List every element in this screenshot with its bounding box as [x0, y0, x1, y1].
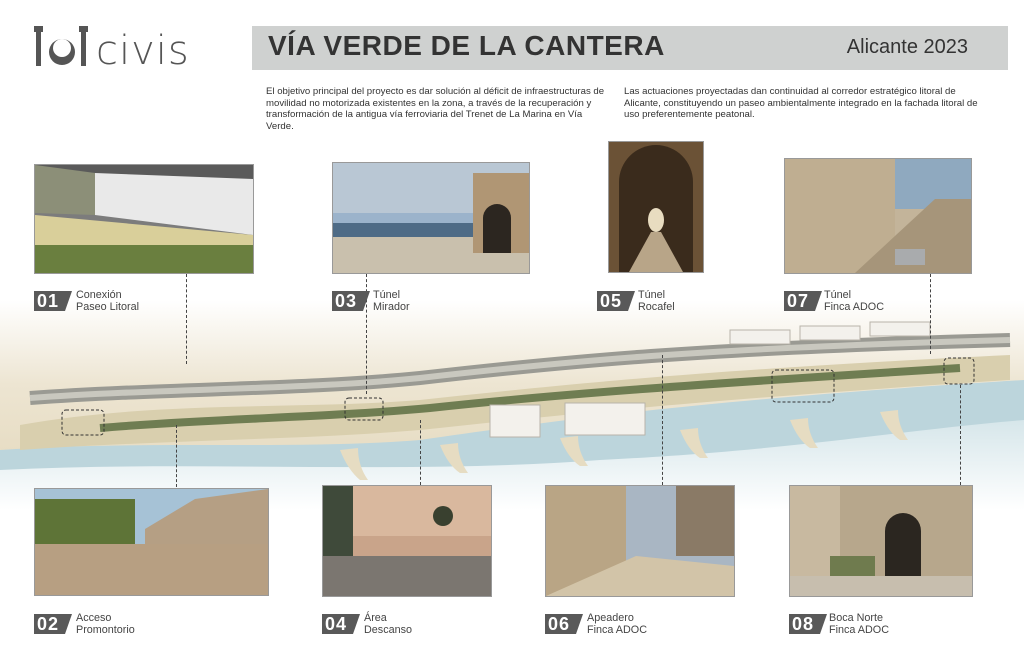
label-01-number: 01	[34, 291, 65, 311]
label-07-text: Túnel Finca ADOC	[824, 289, 884, 313]
label-02-text: Acceso Promontorio	[76, 612, 135, 636]
photo-02	[34, 488, 269, 596]
label-07-number: 07	[784, 291, 815, 311]
connector-04	[420, 420, 421, 485]
connector-01	[186, 274, 187, 364]
label-05-number: 05	[597, 291, 628, 311]
label-04-number: 04	[322, 614, 353, 634]
label-08-text: Boca Norte Finca ADOC	[829, 612, 889, 636]
intro-right: Las actuaciones proyectadas dan continuidad al corredor estratégico litoral de Alicante, constituyendo un paseo ambientalmente integrado en la fachada litoral de uso preferentemente peatonal.	[624, 86, 978, 120]
photo-04	[322, 485, 492, 597]
photo-06	[545, 485, 735, 597]
label-08-number: 08	[789, 614, 820, 634]
photo-05	[608, 141, 704, 273]
connector-07	[930, 274, 931, 354]
connector-08	[960, 385, 961, 485]
page-subtitle: Alicante 2023	[846, 36, 968, 58]
photo-01	[34, 164, 254, 274]
label-01-text: Conexión Paseo Litoral	[76, 289, 140, 313]
label-03-number: 03	[332, 291, 363, 311]
aerial-map	[0, 300, 1024, 510]
intro-left: El objetivo principal del proyecto es dar solución al déficit de infraestructuras de movilidad no motorizada existentes en la zona, a través de la recuperación y transformación de la antigua vía ferroviaria del Trenet de La Marina en Vía Verde.	[266, 86, 605, 132]
page-title: VÍA VERDE DE LA CANTERA	[268, 30, 665, 61]
connector-06	[662, 355, 663, 485]
brand-name: civis	[96, 28, 190, 74]
photo-07	[784, 158, 972, 274]
connector-02	[176, 425, 177, 487]
label-06-number: 06	[545, 614, 576, 634]
label-04-text: Área Descanso	[364, 612, 413, 636]
photo-03	[332, 162, 530, 274]
label-03-text: Túnel Mirador	[373, 289, 410, 313]
label-05-text: Túnel Rocafel	[638, 289, 675, 313]
photo-08	[789, 485, 973, 597]
label-02-number: 02	[34, 614, 65, 634]
label-06-text: Apeadero Finca ADOC	[587, 612, 647, 636]
